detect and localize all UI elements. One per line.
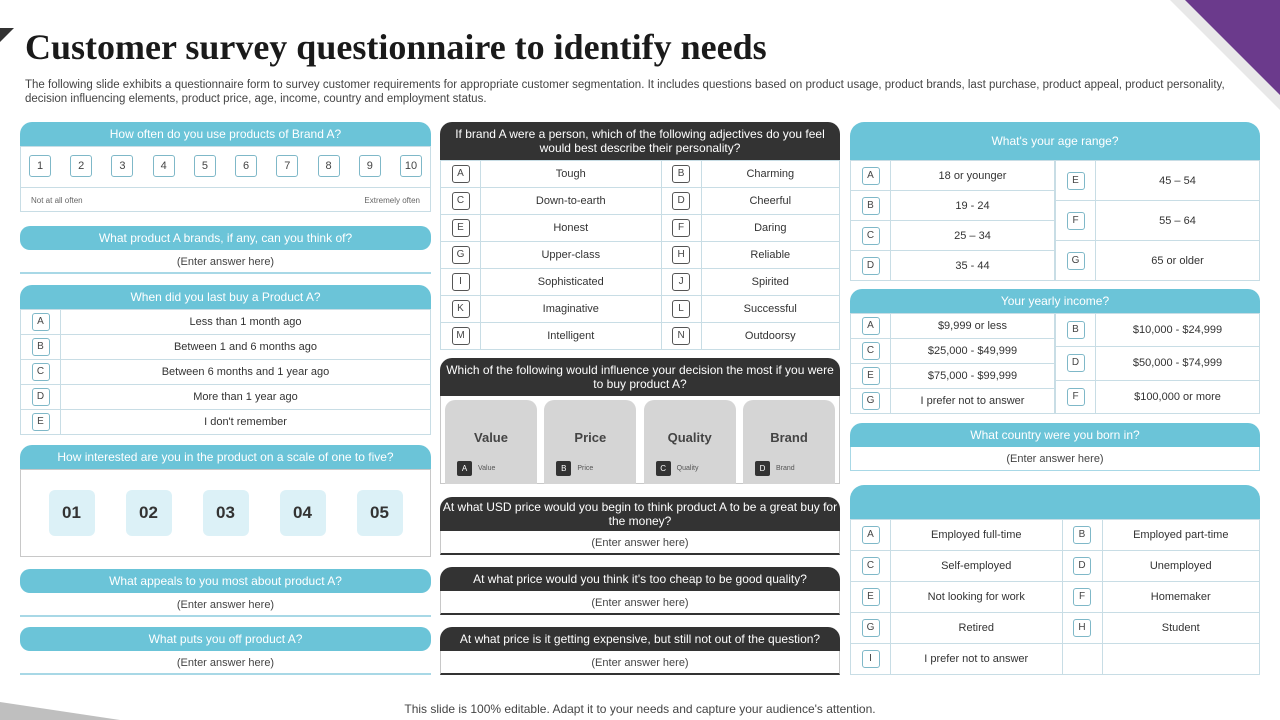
influence-card-key [656,461,699,476]
option-row[interactable] [1056,380,1260,413]
option-letter-box[interactable]: F [1067,388,1085,406]
option-key-cell [1056,201,1096,241]
option-letter-box[interactable]: A [862,167,880,185]
option-row[interactable] [851,339,1055,364]
option-key-cell [661,188,701,215]
option-letter-box[interactable]: E [32,413,50,431]
usage-low-label: Not at all often [31,196,83,205]
option-key-cell [441,161,481,188]
influence-letter-box[interactable]: C [656,461,671,476]
personality-option-label: Daring [701,215,839,242]
personality-option-label: Spirited [701,269,839,296]
option-key-cell [851,520,891,551]
interest-scale-option[interactable]: 05 [357,490,403,536]
employment-option-label: Not looking for work [891,582,1063,613]
option-letter-box[interactable]: G [452,246,470,264]
left-column [20,122,431,675]
option-row[interactable] [851,364,1055,389]
option-letter-box[interactable]: D [862,257,880,275]
putoff-question: What puts you off product A? [20,627,431,651]
option-row[interactable] [851,251,1055,281]
usage-scale-option[interactable]: 9 [359,155,381,177]
option-key-cell [661,215,701,242]
personality-option-label: Cheerful [701,188,839,215]
influence-card-small-label: Price [577,465,594,472]
personality-option-label: Down-to-earth [481,188,662,215]
option-row[interactable] [21,310,431,335]
employment-option-label: Homemaker [1102,582,1260,613]
option-key-cell [851,251,891,281]
employment-option-label: Employed full-time [891,520,1063,551]
influence-card-key [556,461,593,476]
option-row[interactable] [1056,161,1260,201]
influence-card[interactable] [743,400,835,484]
personality-row [441,215,840,242]
option-label: 19 - 24 [891,191,1055,221]
influence-card[interactable] [445,400,537,484]
option-key-cell [661,242,701,269]
option-label: More than 1 year ago [61,385,431,410]
option-letter-box[interactable]: G [862,619,880,637]
option-key-cell [851,364,891,389]
option-key-cell [441,242,481,269]
employment-row [851,644,1260,675]
option-key-cell [851,551,891,582]
last-buy-question: When did you last buy a Product A? [20,285,431,309]
option-letter-box[interactable]: I [862,650,880,668]
option-key-cell [1056,347,1096,380]
expensive-answer-field[interactable]: (Enter answer here) [440,651,840,675]
option-key-cell [1062,582,1102,613]
option-key-cell [661,323,701,350]
too-cheap-question: At what price would you think it's too cheap to be good quality? [440,567,840,591]
personality-option-label: Sophisticated [481,269,662,296]
option-row[interactable] [851,191,1055,221]
option-label: 35 - 44 [891,251,1055,281]
option-key-cell [851,191,891,221]
too-cheap-answer-field[interactable]: (Enter answer here) [440,591,840,615]
option-key-cell [661,161,701,188]
option-letter-box[interactable]: M [452,327,470,345]
personality-option-label: Successful [701,296,839,323]
interest-question: How interested are you in the product on a scale of one to five? [20,445,431,469]
option-key-cell [441,269,481,296]
influence-card[interactable] [544,400,636,484]
interest-scale-option[interactable]: 03 [203,490,249,536]
option-row[interactable] [21,360,431,385]
personality-option-label: Charming [701,161,839,188]
option-label: $50,000 - $74,999 [1096,347,1260,380]
usage-scale-option[interactable]: 2 [70,155,92,177]
option-letter-box[interactable]: D [672,192,690,210]
personality-options [440,160,840,350]
option-label: Between 1 and 6 months ago [61,335,431,360]
great-buy-question: At what USD price would you begin to think product A to be a great buy for the money? [440,497,840,531]
influence-card-small-label: Quality [676,465,699,472]
option-letter-box[interactable]: K [452,300,470,318]
option-label: 45 – 54 [1096,161,1260,201]
influence-question: Which of the following would influence your decision the most if you were to buy product A? [440,358,840,396]
interest-scale-option[interactable]: 04 [280,490,326,536]
influence-card-small-label: Value [478,465,496,472]
employment-option-label: Student [1102,613,1260,644]
option-letter-box[interactable]: B [862,197,880,215]
income-options [850,313,1260,414]
usage-scale-option[interactable]: 7 [276,155,298,177]
usage-scale-option[interactable]: 5 [194,155,216,177]
option-letter-box[interactable]: A [452,165,470,183]
influence-card-small-label: Brand [775,465,795,472]
option-key-cell [441,323,481,350]
option-letter-box[interactable]: G [862,392,880,410]
option-key-cell [441,188,481,215]
option-label: Less than 1 month ago [61,310,431,335]
employment-option-label: Self-employed [891,551,1063,582]
page-description: The following slide exhibits a questionnaire form to survey customer requirements for appropriate customer segmentation. It includes questions based on product usage, product brands, last purchase, product appeal, product personality, decision influencing elements, product price, age, income, country and employment status. [25,79,1225,105]
option-letter-box[interactable]: C [32,363,50,381]
usage-scale [20,146,431,212]
option-key-cell [21,410,61,435]
employment-option-label: Employed part-time [1102,520,1260,551]
option-key-cell [1062,613,1102,644]
usage-scale-option[interactable]: 1 [29,155,51,177]
employment-option-label [1102,644,1260,675]
usage-scale-option[interactable]: 6 [235,155,257,177]
right-column [850,122,1260,675]
option-key-cell [851,582,891,613]
option-row[interactable] [21,385,431,410]
option-letter-box[interactable]: F [1073,588,1091,606]
option-label: $9,999 or less [891,314,1055,339]
interest-scale-option[interactable]: 01 [49,490,95,536]
age-options [850,160,1260,281]
country-question: What country were you born in? [850,423,1260,447]
usage-scale-option[interactable]: 8 [318,155,340,177]
influence-letter-box[interactable]: A [457,461,472,476]
option-key-cell [21,385,61,410]
option-key-cell [441,215,481,242]
age-question: What's your age range? [850,122,1260,160]
option-label: I don't remember [61,410,431,435]
option-key-cell [851,314,891,339]
last-buy-options [20,309,431,435]
option-key-cell [1056,380,1096,413]
option-letter-box[interactable]: B [672,165,690,183]
great-buy-answer-field[interactable]: (Enter answer here) [440,531,840,555]
option-label: 55 – 64 [1096,201,1260,241]
personality-option-label: Intelligent [481,323,662,350]
option-letter-box[interactable]: D [1073,557,1091,575]
employment-option-label: I prefer not to answer [891,644,1063,675]
influence-card[interactable] [644,400,736,484]
option-label: $25,000 - $49,999 [891,339,1055,364]
option-key-cell [1062,551,1102,582]
brands-question: What product A brands, if any, can you think of? [20,226,431,250]
employment-row [851,551,1260,582]
option-letter-box[interactable]: A [862,526,880,544]
option-key-cell [851,161,891,191]
personality-option-label: Tough [481,161,662,188]
option-label: 65 or older [1096,241,1260,281]
usage-scale-option[interactable]: 10 [400,155,422,177]
influence-letter-box[interactable]: B [556,461,571,476]
option-letter-box[interactable]: E [1067,172,1085,190]
option-key-cell [21,310,61,335]
interest-scale-option[interactable]: 02 [126,490,172,536]
personality-row [441,296,840,323]
appeal-answer-field[interactable]: (Enter answer here) [20,593,431,617]
option-letter-box[interactable]: A [862,317,880,335]
personality-row [441,242,840,269]
personality-option-label: Reliable [701,242,839,269]
influence-card-title: Price [574,430,607,445]
employment-row [851,613,1260,644]
employment-question [850,485,1260,519]
brands-answer-field[interactable]: (Enter answer here) [20,250,431,274]
option-key-cell [661,296,701,323]
option-letter-box[interactable]: J [672,273,690,291]
influence-card-key [755,461,795,476]
option-key-cell [851,644,891,675]
option-letter-box[interactable]: L [672,300,690,318]
option-letter-box[interactable]: E [452,219,470,237]
employment-row [851,582,1260,613]
option-letter-box[interactable]: C [862,342,880,360]
option-label: Between 6 months and 1 year ago [61,360,431,385]
option-key-cell [851,613,891,644]
personality-row [441,161,840,188]
option-key-cell [1062,644,1102,675]
option-letter-box[interactable]: E [862,588,880,606]
usage-scale-option[interactable]: 3 [111,155,133,177]
usage-question: How often do you use products of Brand A? [20,122,431,146]
influence-card-title: Value [474,430,508,445]
option-letter-box[interactable]: I [452,273,470,291]
option-row[interactable] [21,335,431,360]
option-letter-box[interactable]: D [32,388,50,406]
personality-option-label: Upper-class [481,242,662,269]
option-key-cell [661,269,701,296]
option-letter-box[interactable]: N [672,327,690,345]
option-key-cell [1056,161,1096,201]
option-key-cell [1062,520,1102,551]
option-row[interactable] [1056,201,1260,241]
option-letter-box[interactable]: B [32,338,50,356]
option-key-cell [851,221,891,251]
option-key-cell [1056,241,1096,281]
option-key-cell [851,389,891,414]
personality-option-label: Honest [481,215,662,242]
option-key-cell [441,296,481,323]
personality-row [441,188,840,215]
personality-row [441,323,840,350]
usage-scale-option[interactable]: 4 [153,155,175,177]
option-letter-box[interactable]: C [452,192,470,210]
employment-option-label: Unemployed [1102,551,1260,582]
influence-card-title: Quality [667,430,712,445]
putoff-answer-field[interactable]: (Enter answer here) [20,651,431,675]
option-key-cell [851,339,891,364]
option-row[interactable] [851,161,1055,191]
option-row[interactable] [851,389,1055,414]
option-label: 25 – 34 [891,221,1055,251]
option-row[interactable] [21,410,431,435]
footer-note: This slide is 100% editable. Adapt it to your needs and capture your audience's attention. [404,702,876,716]
employment-option-label: Retired [891,613,1063,644]
influence-card-key [457,461,495,476]
page-title: Customer survey questionnaire to identify needs [25,27,767,67]
option-key-cell [1056,314,1096,347]
option-letter-box[interactable]: C [862,557,880,575]
corner-decoration-left [0,28,14,42]
option-label: $10,000 - $24,999 [1096,314,1260,347]
middle-column [440,122,840,675]
option-row[interactable] [851,314,1055,339]
influence-cards [440,396,840,484]
option-letter-box[interactable]: A [32,313,50,331]
option-letter-box[interactable]: B [1073,526,1091,544]
option-row[interactable] [1056,347,1260,380]
option-label: $75,000 - $99,999 [891,364,1055,389]
income-question: Your yearly income? [850,289,1260,313]
personality-question: If brand A were a person, which of the following adjectives do you feel would best describe their personality? [440,122,840,160]
option-letter-box[interactable]: H [672,246,690,264]
option-row[interactable] [851,221,1055,251]
option-letter-box[interactable]: B [1067,321,1085,339]
option-row[interactable] [1056,314,1260,347]
appeal-question: What appeals to you most about product A? [20,569,431,593]
option-letter-box[interactable]: D [1067,354,1085,372]
option-label: 18 or younger [891,161,1055,191]
option-label: $100,000 or more [1096,380,1260,413]
option-key-cell [21,335,61,360]
option-letter-box[interactable]: F [672,219,690,237]
option-letter-box[interactable]: G [1067,252,1085,270]
employment-options [850,519,1260,675]
personality-row [441,269,840,296]
expensive-question: At what price is it getting expensive, but still not out of the question? [440,627,840,651]
country-answer-field[interactable]: (Enter answer here) [850,447,1260,471]
influence-card-title: Brand [770,430,808,445]
interest-scale [20,469,431,557]
option-letter-box[interactable]: H [1073,619,1091,637]
usage-high-label: Extremely often [364,196,420,205]
option-letter-box[interactable]: C [862,227,880,245]
option-letter-box[interactable]: E [862,367,880,385]
personality-option-label: Imaginative [481,296,662,323]
influence-letter-box[interactable]: D [755,461,770,476]
option-row[interactable] [1056,241,1260,281]
option-key-cell [21,360,61,385]
personality-option-label: Outdoorsy [701,323,839,350]
employment-row [851,520,1260,551]
option-label: I prefer not to answer [891,389,1055,414]
option-letter-box[interactable]: F [1067,212,1085,230]
